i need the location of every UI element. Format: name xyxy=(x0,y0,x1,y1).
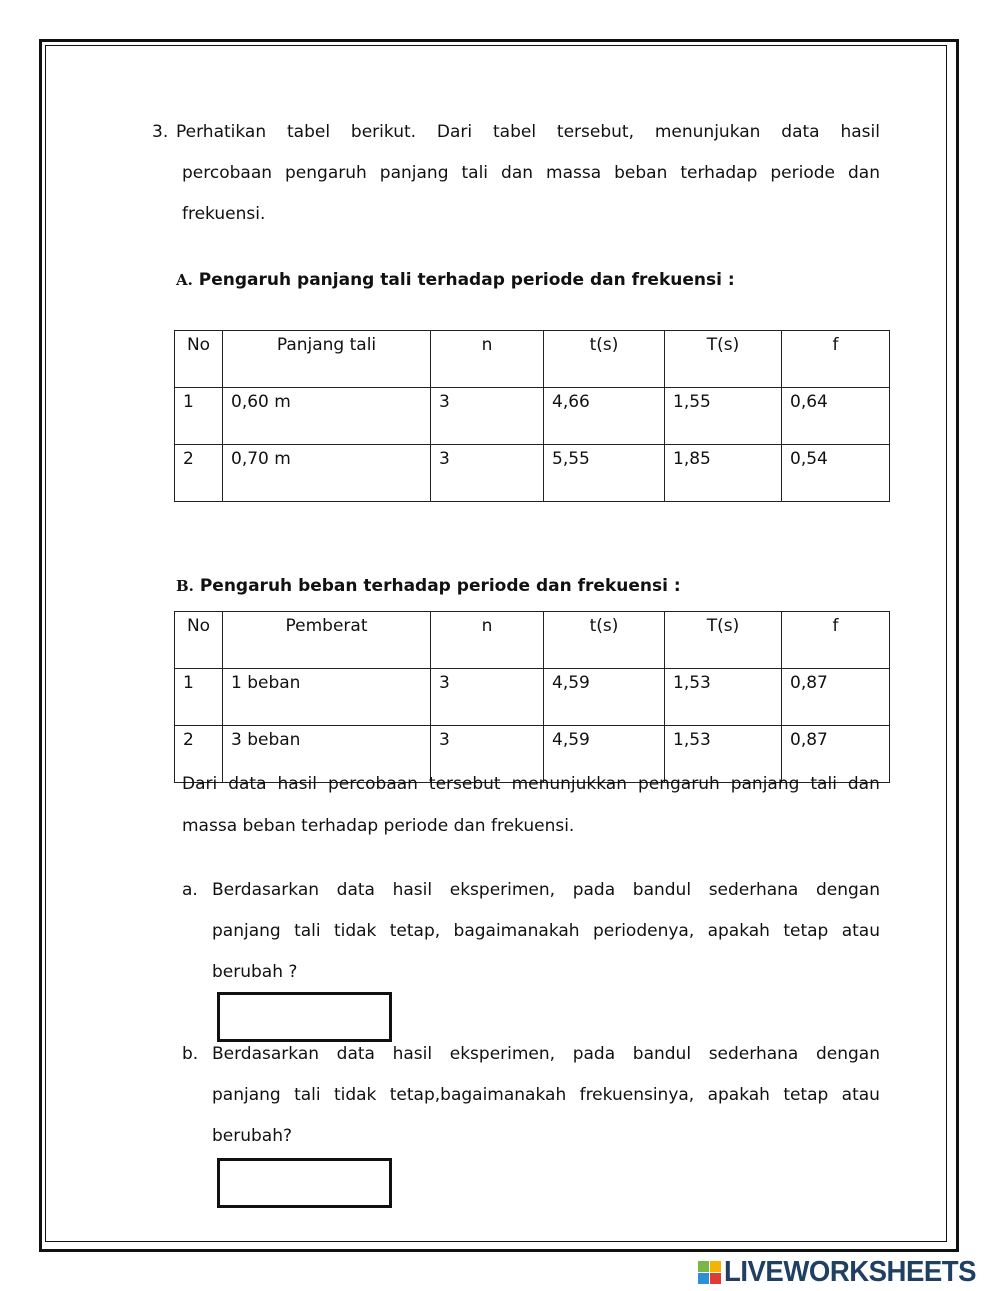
word: dengan xyxy=(815,1044,880,1064)
word: tersebut xyxy=(428,774,501,794)
word: Berdasarkan xyxy=(212,1044,320,1064)
word: data xyxy=(228,774,267,794)
word: frekuensinya, xyxy=(579,1085,695,1105)
table-cell: 3 xyxy=(431,445,544,502)
word: hasil xyxy=(277,774,317,794)
table-cell: 4,59 xyxy=(544,669,665,726)
column-header: Panjang tali xyxy=(223,331,431,388)
word: Dari xyxy=(436,122,473,142)
word: tersebut, xyxy=(556,122,634,142)
word: tabel xyxy=(286,122,331,142)
word: panjang xyxy=(379,163,449,183)
word: tetap xyxy=(783,1085,829,1105)
word: percobaan xyxy=(327,774,418,794)
table-cell: 0,64 xyxy=(782,388,890,445)
section-b-letter: B. xyxy=(176,577,194,595)
column-header: T(s) xyxy=(665,612,782,669)
question-line-3: frekuensi. xyxy=(182,204,266,224)
word: eksperimen, xyxy=(449,1044,556,1064)
word: beban xyxy=(614,163,668,183)
table-header-row xyxy=(175,331,890,388)
table-cell: 5,55 xyxy=(544,445,665,502)
table-panjang-tali xyxy=(174,330,890,502)
word: data xyxy=(781,122,820,142)
table-row xyxy=(175,388,890,445)
word: periodenya, xyxy=(592,921,695,941)
word: tali xyxy=(294,1085,321,1105)
sub-question-a-line-1 xyxy=(212,880,880,900)
word: bagaimanakah xyxy=(453,921,580,941)
table-row xyxy=(175,669,890,726)
table-cell: 3 xyxy=(431,669,544,726)
sub-question-b-line-2 xyxy=(212,1085,880,1105)
table-cell: 0,70 m xyxy=(223,445,431,502)
conclusion-line-1 xyxy=(182,774,880,794)
word: pengaruh xyxy=(637,774,720,794)
table-cell: 1,55 xyxy=(665,388,782,445)
word: data xyxy=(336,880,375,900)
sub-question-a-line-2 xyxy=(212,921,880,941)
word: Berdasarkan xyxy=(212,880,320,900)
word: panjang xyxy=(212,1085,281,1105)
word: Dari xyxy=(182,774,218,794)
table-cell: 0,87 xyxy=(782,669,890,726)
word: panjang xyxy=(212,921,281,941)
question-line-2 xyxy=(182,163,880,183)
table-cell: 0,87 xyxy=(782,726,890,783)
section-b-heading xyxy=(176,576,681,596)
table-header-row xyxy=(175,612,890,669)
word: apakah xyxy=(707,1085,770,1105)
word: percobaan xyxy=(182,163,273,183)
table-cell: 1,53 xyxy=(665,726,782,783)
column-header: T(s) xyxy=(665,331,782,388)
word: pengaruh xyxy=(285,163,367,183)
word: tidak xyxy=(333,921,377,941)
word: tali xyxy=(810,774,837,794)
sub-question-a-label: a. xyxy=(182,880,198,900)
word: data xyxy=(336,1044,375,1064)
word: hasil xyxy=(392,880,433,900)
table-cell: 3 xyxy=(431,726,544,783)
word: hasil xyxy=(392,1044,433,1064)
word: pada xyxy=(572,880,616,900)
word: Perhatikan xyxy=(176,122,267,142)
word: menunjukan xyxy=(654,122,761,142)
word: pada xyxy=(572,1044,616,1064)
live-logo-icon xyxy=(698,1261,721,1284)
table-cell: 1 xyxy=(175,388,223,445)
section-a-title: Pengaruh panjang tali terhadap periode dan frekuensi : xyxy=(198,270,735,290)
word: tabel xyxy=(493,122,537,142)
word: tetap xyxy=(783,921,829,941)
word: sederhana xyxy=(708,880,799,900)
word: bandul xyxy=(632,880,692,900)
word: atau xyxy=(841,1085,880,1105)
word: tali xyxy=(461,163,489,183)
column-header: t(s) xyxy=(544,612,665,669)
word: panjang xyxy=(730,774,800,794)
section-a-heading xyxy=(176,270,735,290)
word: massa xyxy=(546,163,602,183)
table-cell: 4,66 xyxy=(544,388,665,445)
column-header: t(s) xyxy=(544,331,665,388)
table-cell: 0,60 m xyxy=(223,388,431,445)
word: sederhana xyxy=(708,1044,799,1064)
table-cell: 1 xyxy=(175,669,223,726)
answer-a-input[interactable] xyxy=(217,992,392,1042)
word: terhadap xyxy=(680,163,758,183)
section-a-letter: A. xyxy=(176,271,193,289)
word: tetap, xyxy=(389,921,441,941)
table-cell: 2 xyxy=(175,445,223,502)
table-cell: 3 xyxy=(431,388,544,445)
table-cell: 2 xyxy=(175,726,223,783)
word: atau xyxy=(841,921,880,941)
table-beban xyxy=(174,611,890,783)
sub-question-b-line-3: berubah? xyxy=(212,1126,293,1146)
word: berikut. xyxy=(350,122,417,142)
table-row xyxy=(175,445,890,502)
sub-question-b-label: b. xyxy=(182,1044,199,1064)
column-header: No xyxy=(175,612,223,669)
word: dan xyxy=(847,774,880,794)
word: bandul xyxy=(632,1044,692,1064)
answer-b-input[interactable] xyxy=(217,1158,392,1208)
conclusion-line-2: massa beban terhadap periode dan frekuensi. xyxy=(182,816,575,836)
word: tali xyxy=(294,921,321,941)
word: tidak xyxy=(333,1085,377,1105)
column-header: n xyxy=(431,612,544,669)
word: dengan xyxy=(815,880,880,900)
word: menunjukkan xyxy=(511,774,627,794)
logo-text: LIVEWORKSHEETS xyxy=(724,1256,977,1288)
column-header: n xyxy=(431,331,544,388)
table-cell: 4,59 xyxy=(544,726,665,783)
table-cell: 1,85 xyxy=(665,445,782,502)
sub-question-b-line-1 xyxy=(212,1044,880,1064)
word: eksperimen, xyxy=(449,880,556,900)
table-cell: 1 beban xyxy=(223,669,431,726)
word: hasil xyxy=(840,122,880,142)
column-header: Pemberat xyxy=(223,612,431,669)
table-cell: 0,54 xyxy=(782,445,890,502)
table-cell: 1,53 xyxy=(665,669,782,726)
word: dan xyxy=(501,163,534,183)
liveworksheets-logo[interactable] xyxy=(698,1256,989,1289)
question-line-1 xyxy=(176,122,880,142)
sub-question-a-line-3: berubah ? xyxy=(212,962,298,982)
word: tetap,bagaimanakah xyxy=(389,1085,567,1105)
word: periode xyxy=(770,163,835,183)
question-number: 3. xyxy=(152,122,169,142)
word: apakah xyxy=(707,921,770,941)
table-cell: 3 beban xyxy=(223,726,431,783)
word: dan xyxy=(848,163,880,183)
column-header: No xyxy=(175,331,223,388)
section-b-title: Pengaruh beban terhadap periode dan frekuensi : xyxy=(199,576,681,596)
column-header: f xyxy=(782,331,890,388)
column-header: f xyxy=(782,612,890,669)
